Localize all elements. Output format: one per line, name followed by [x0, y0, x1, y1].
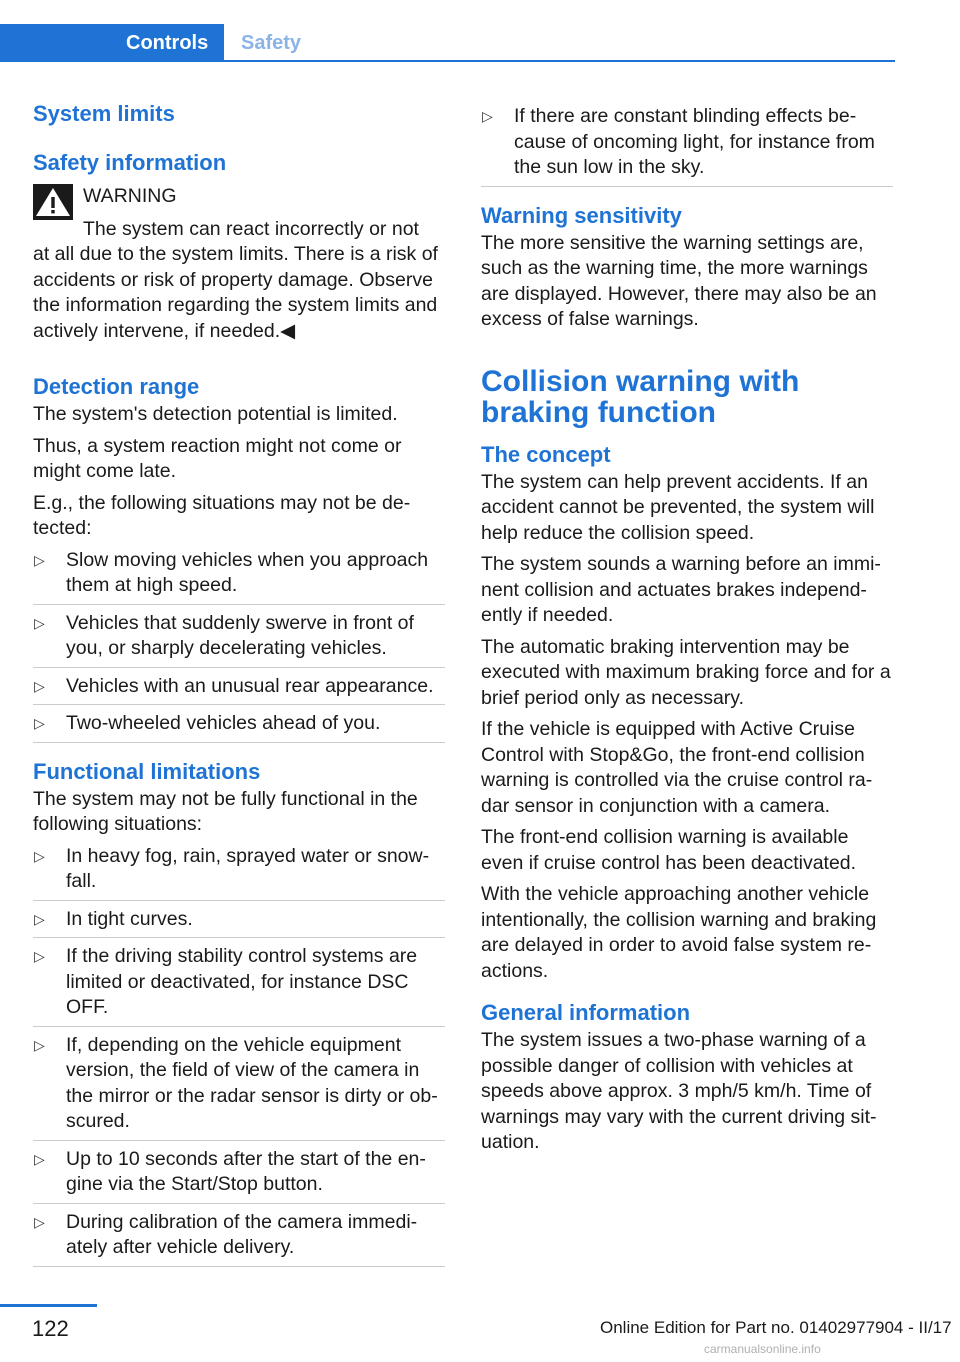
general-info-paragraph: The system issues a two-phase warning of a possible danger of collision with vehicles at speeds above approx. 3 mph/5 km/h. Time of warnings may vary with the current driving sit‐ uation. [481, 1029, 877, 1153]
concept-paragraph: The system sounds a warning before an immi‐ nent collision and actuates brakes independ‐ ently if needed. [481, 553, 881, 626]
tab-controls[interactable]: Controls [0, 24, 224, 62]
list-item: ▷ During calibration of the camera immedi‐ ately after vehicle delivery. [33, 1210, 445, 1267]
warning-triangle-icon [33, 184, 73, 220]
warning-label: WARNING [83, 185, 177, 207]
footer-rule [0, 1304, 97, 1307]
detection-paragraph: Thus, a system reaction might not come or might come late. [33, 434, 402, 482]
list-item: ▷ In heavy fog, rain, sprayed water or snow‐ fall. [33, 844, 445, 901]
list-item: ▷ Vehicles with an unusual rear appearance. [33, 674, 445, 706]
warning-sensitivity-paragraph: The more sensitive the warning settings are, such as the warning time, the more warnings are displayed. However, there may also be an excess of false warnings. [481, 231, 877, 330]
warning-sensitivity-title: Warning sensitivity [481, 202, 682, 228]
functional-paragraph: The system may not be fully functional in the following situations: [33, 787, 418, 835]
concept-title: The concept [481, 441, 611, 467]
concept-paragraph: With the vehicle approaching another vehicle intentionally, the collision warning and braking are delayed in order to avoid false system re‐ actions. [481, 883, 877, 982]
continued-list [481, 104, 893, 187]
list-item: ▷ If there are constant blinding effects be‐ cause of oncoming light, for instance from the sun low in the sky. [481, 104, 893, 187]
list-item: ▷ Two-wheeled vehicles ahead of you. [33, 711, 445, 743]
bullet-triangle-icon: ▷ [34, 910, 45, 927]
collision-warning-title: Collision warning with braking function [481, 364, 800, 429]
bullet-triangle-icon: ▷ [34, 715, 45, 731]
bullet-triangle-icon: ▷ [34, 1213, 45, 1230]
header-tabbar [0, 24, 895, 62]
concept-paragraph: The system can help prevent accidents. If an accident cannot be prevented, the system will help reduce the collision speed. [481, 470, 875, 544]
warning-text-first: The system can react incorrectly or not [83, 217, 419, 240]
header-rule [224, 60, 895, 62]
concept-paragraph: If the vehicle is equipped with Active Cruise Control with Stop&Go, the front-end collision warning is controlled via the cruise control ra‐ dar sensor in conjunction with a camera. [481, 718, 873, 817]
tab-safety[interactable]: Safety [241, 32, 302, 54]
bullet-triangle-icon: ▷ [34, 948, 45, 964]
bullet-triangle-icon: ▷ [34, 1036, 45, 1053]
left-column [33, 100, 445, 1267]
warning-block [33, 184, 445, 344]
bullet-triangle-icon: ▷ [34, 677, 45, 694]
list-item: ▷ If the driving stability control systems are limited or deactivated, for instance DSC OFF. [33, 944, 445, 1027]
bullet-triangle-icon: ▷ [34, 614, 45, 631]
detection-list [33, 548, 445, 743]
functional-limitations-title: Functional limitations [33, 758, 261, 784]
detection-paragraph: E.g., the following situations may not be de‐ tected: [33, 491, 411, 539]
bullet-triangle-icon: ▷ [482, 108, 493, 124]
detection-paragraph: The system's detection potential is limited. [33, 403, 398, 425]
concept-paragraph: The automatic braking intervention may be executed with maximum braking force and for a brief period only as necessary. [481, 635, 891, 709]
concept-paragraph: The front-end collision warning is available even if cruise control has been deactivated. [481, 826, 857, 874]
list-item: ▷ Slow moving vehicles when you approach them at high speed. [33, 548, 445, 605]
warning-text-rest: at all due to the system limits. There is a risk of accidents or risk of property damage. Observe the information regarding the system limits and actively intervene, if needed.◀ [33, 243, 438, 342]
detection-range-title: Detection range [33, 374, 200, 399]
safety-info-title: Safety information [33, 150, 227, 175]
watermark-text: carmanualsonline.info [704, 1342, 821, 1356]
right-column [481, 100, 893, 1162]
bullet-triangle-icon: ▷ [34, 551, 45, 568]
edition-text: Online Edition for Part no. 01402977904 - II/17 [600, 1318, 952, 1337]
system-limits-title: System limits [33, 101, 175, 126]
list-item: ▷ In tight curves. [33, 907, 445, 939]
list-item: ▷ Vehicles that suddenly swerve in front of you, or sharply decelerating vehicles. [33, 611, 445, 668]
bullet-triangle-icon: ▷ [34, 847, 45, 864]
list-item: ▷ If, depending on the vehicle equipment version, the field of view of the camera in the mirror or the radar sensor is dirty or ob‐ scured. [33, 1033, 445, 1141]
list-item: ▷ Up to 10 seconds after the start of the en‐ gine via the Start/Stop button. [33, 1147, 445, 1204]
general-info-title: General information [481, 1000, 691, 1025]
bullet-triangle-icon: ▷ [34, 1150, 45, 1167]
page-number: 122 [32, 1316, 69, 1341]
functional-list [33, 844, 445, 1267]
